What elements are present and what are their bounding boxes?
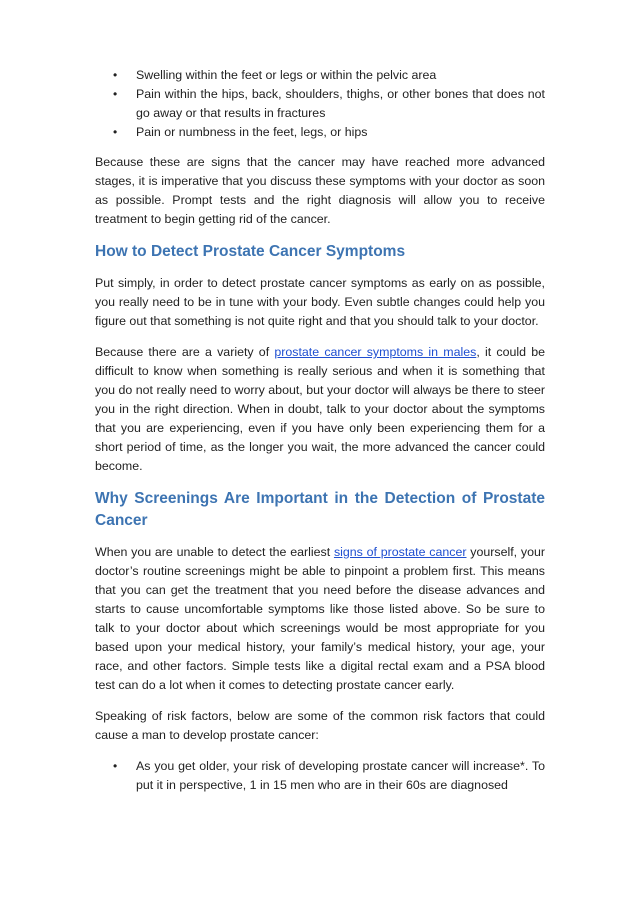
heading-detect-symptoms: How to Detect Prostate Cancer Symptoms — [95, 243, 406, 260]
paragraph-screenings — [95, 543, 545, 695]
link-signs-of-prostate-cancer[interactable]: signs of prostate cancer — [333, 545, 467, 559]
paragraph-text: , it could be difficult to know when something is really serious and when it is something that you do not really need to worry about, but your doctor will always be there to steer you in the right direction. When in doubt, talk to your doctor about the symptoms that you are experiencing, even if you have only been experiencing them for a short period of time, as the longer you wait, the more advanced the cancer could become. — [95, 345, 545, 473]
list-item: • Pain or numbness in the feet, legs, or hips — [95, 123, 545, 142]
document-body — [95, 66, 545, 806]
link-prostate-cancer-symptoms-in-males[interactable]: prostate cancer symptoms in males — [274, 345, 477, 359]
paragraph-tune-with-body: Put simply, in order to detect prostate cancer symptoms as early on as possible, you really need to be in tune with your body. Even subtle changes could help you figure out that something is not quite right and that you should talk to your doctor. — [95, 276, 545, 328]
paragraph-advanced-stages: Because these are signs that the cancer may have reached more advanced stages, it is imperative that you discuss these symptoms with your doctor as soon as possible. Prompt tests and the right diagnosis will allow you to receive treatment to begin getting rid of the cancer. — [95, 155, 545, 226]
paragraph-text: Because there are a variety of — [95, 345, 275, 359]
symptom-bullet-list — [95, 66, 545, 142]
paragraph-risk-factors-intro: Speaking of risk factors, below are some of the common risk factors that could cause a man to develop prostate cancer: — [95, 709, 545, 742]
list-item: • Pain within the hips, back, shoulders, thighs, or other bones that does not go away or that results in fractures — [95, 85, 545, 123]
paragraph-text: yourself, your doctor’s routine screenings might be able to pinpoint a problem first. This means that you can get the treatment that you need before the disease advances and starts to cause uncomfortable symptoms like those listed above. So be sure to talk to your doctor about which screenings would be most appropriate for you based upon your medical history, your family’s medical history, your age, your race, and other factors. Simple tests like a digital rectal exam and a PSA blood test can do a lot when it comes to detecting prostate cancer early. — [95, 545, 545, 692]
list-item: • As you get older, your risk of developing prostate cancer will increase*. To put it in perspective, 1 in 15 men who are in their 60s are diagnosed — [95, 757, 545, 795]
risk-factor-bullet-list — [95, 757, 545, 795]
heading-screenings-important: Why Screenings Are Important in the Detection of Prostate Cancer — [95, 490, 545, 529]
list-item: • Swelling within the feet or legs or within the pelvic area — [95, 66, 545, 85]
paragraph-text: When you are unable to detect the earliest — [95, 545, 334, 559]
paragraph-variety-symptoms — [95, 343, 545, 476]
